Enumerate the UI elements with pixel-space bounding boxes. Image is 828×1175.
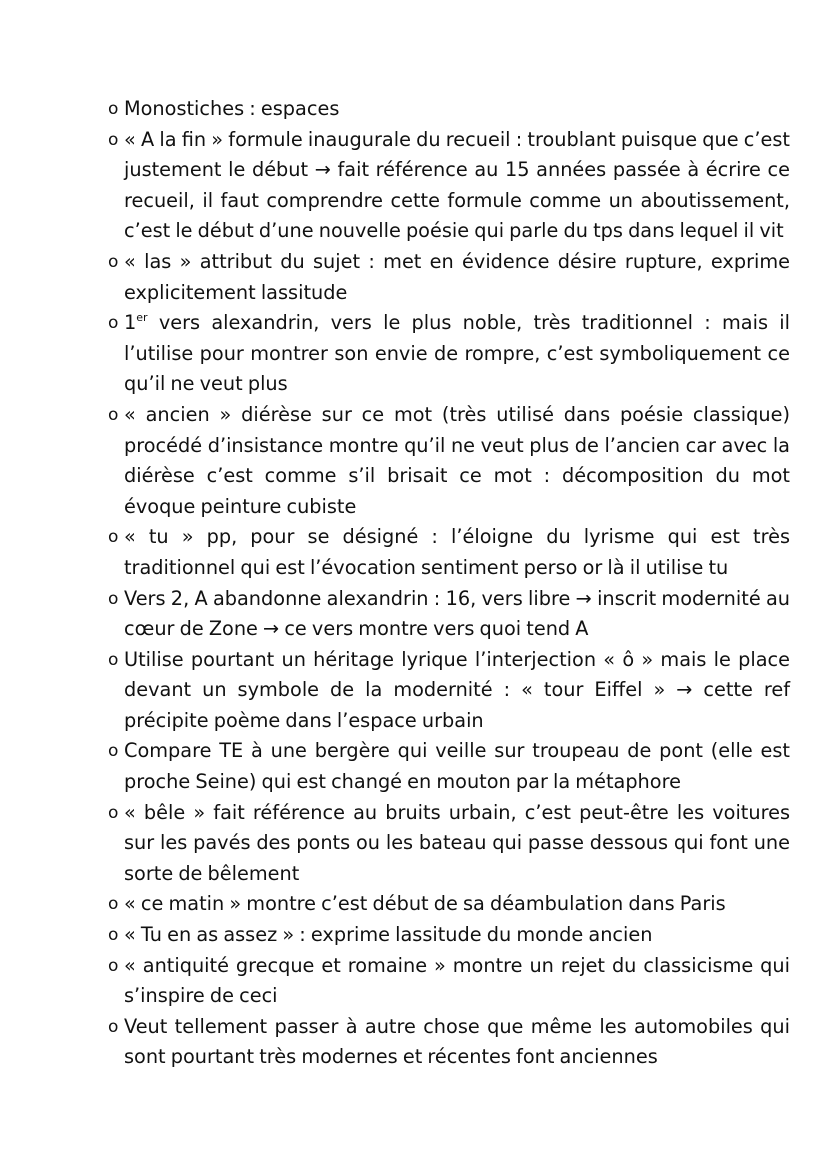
item-text: « tu » pp, pour se désigné : l’éloigne du lyrisme qui est très traditionnel qui est l’évocation sentiment perso or là il utilise tu <box>124 525 790 579</box>
item-text: vers alexandrin, vers le plus noble, très traditionnel : mais il l’utilise pour montrer son envie de rompre, c’est symboliquement ce qu’il ne veut plus <box>124 311 790 396</box>
bullet-circle-icon: o <box>108 404 119 425</box>
bullet-circle-icon: o <box>108 1016 119 1037</box>
bullet-circle-icon: o <box>108 741 119 762</box>
list-item <box>108 951 790 1012</box>
document-page <box>108 94 790 1073</box>
item-text-number: 1 <box>124 311 137 335</box>
list-item <box>108 736 790 797</box>
bullet-circle-icon: o <box>108 925 119 946</box>
item-text: Vers 2, A abandonne alexandrin : 16, vers libre → inscrit modernité au cœur de Zone → ce vers montre vers quoi tend A <box>124 586 790 641</box>
list-item <box>108 125 790 247</box>
bullet-circle-icon: o <box>108 129 119 150</box>
item-text: « bêle » fait référence au bruits urbain, c’est peut-être les voitures sur les pavés des ponts ou les bateau qui passe dessous qui font une sorte de bêlement <box>124 800 790 885</box>
item-text: Monostiches : espaces <box>124 97 340 120</box>
item-text: « Tu en as assez » : exprime lassitude du monde ancien <box>124 923 653 947</box>
item-text-superscript: er <box>136 311 148 325</box>
bullet-circle-icon: o <box>108 99 119 119</box>
bullet-circle-icon: o <box>108 313 119 334</box>
item-text: « antiquité grecque et romaine » montre un rejet du classicisme qui s’inspire de ceci <box>124 953 790 1008</box>
bullet-circle-icon: o <box>108 588 119 609</box>
list-item <box>108 1012 790 1073</box>
list-item <box>108 798 790 890</box>
list-item <box>108 920 790 951</box>
bullet-circle-icon: o <box>108 527 119 548</box>
list-item <box>108 94 790 125</box>
item-text: « las » attribut du sujet : met en évidence désire rupture, exprime explicitement lassitude <box>124 249 790 304</box>
item-text: « ce matin » montre c’est début de sa déambulation dans Paris <box>124 892 726 916</box>
item-text: Utilise pourtant un héritage lyrique l’interjection « ô » mais le place devant un symbole de la modernité : « tour Eiffel » → cette ref précipite poème dans l’espace urbain <box>124 647 790 732</box>
bullet-circle-icon: o <box>108 649 119 670</box>
list-item <box>108 522 790 583</box>
list-item <box>108 889 790 920</box>
list-item <box>108 247 790 308</box>
bullet-circle-icon: o <box>108 955 119 976</box>
bullet-circle-icon: o <box>108 894 119 915</box>
item-text: « A la fin » formule inaugurale du recueil : troublant puisque que c’est justement le début → fait référence au 15 années passée à écrire ce recueil, il faut comprendre cette formule comme un aboutissement, c’est le début d’une nouvelle poésie qui parle du tps dans lequel il vit <box>124 127 790 243</box>
list-item <box>108 400 790 522</box>
list-item <box>108 584 790 645</box>
notes-list <box>108 94 790 1073</box>
item-text: « ancien » diérèse sur ce mot (très utilisé dans poésie classique) procédé d’insistance montre qu’il ne veut plus de l’ancien car avec la diérèse c’est comme s’il brisait ce mot : décomposition du mot évoque peinture cubiste <box>124 402 790 518</box>
list-item <box>108 645 790 737</box>
item-text: Compare TE à une bergère qui veille sur troupeau de pont (elle est proche Seine) qui est changé en mouton par la métaphore <box>124 739 790 794</box>
bullet-circle-icon: o <box>108 251 119 272</box>
bullet-circle-icon: o <box>108 802 119 823</box>
list-item <box>108 308 790 400</box>
item-text: Veut tellement passer à autre chose que même les automobiles qui sont pourtant très modernes et récentes font anciennes <box>124 1014 790 1069</box>
